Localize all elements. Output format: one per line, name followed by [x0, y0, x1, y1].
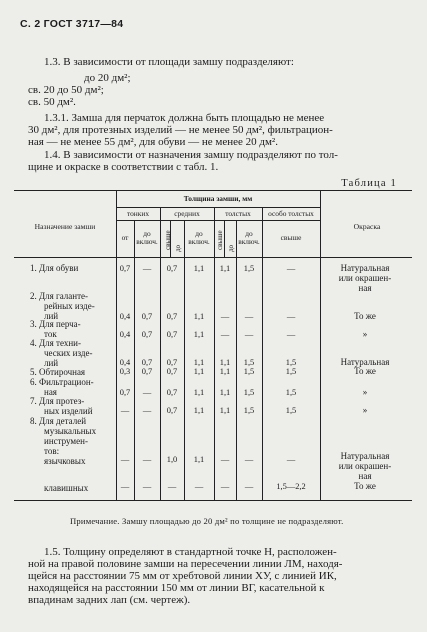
row-5-val: 1,5 [285, 367, 297, 376]
group-extra-thick: особо толстых [268, 209, 314, 218]
sub-to-3: до [227, 244, 235, 252]
section-1-5-line-4: находящейся на расстоянии 150 мм от линии ВГ, касательной к [28, 582, 325, 594]
row-1-val: — [142, 264, 152, 273]
row-2-val: — [286, 312, 296, 321]
row-4-val: 1,5 [243, 358, 255, 367]
row-2-val: 0,7 [166, 312, 178, 321]
row-7-name: 7. Для протез- [30, 396, 85, 406]
group-thin: тонких [126, 209, 150, 218]
row-9-val: — [220, 455, 230, 464]
table-group-rule [116, 207, 320, 208]
row-10-val: — [120, 482, 130, 491]
row-6-val: 1,5 [243, 388, 255, 397]
sub-from: от [121, 233, 129, 242]
table-col-rule [320, 190, 321, 500]
row-1-val: 0,7 [166, 264, 178, 273]
table-note: Примечание. Замшу площадью до 20 дм² по толщине не подразделяют. [70, 516, 344, 526]
section-1-4-line-2: щине и окраске в соответствии с табл. 1. [28, 161, 219, 173]
sub-incl-2: включ. [188, 237, 210, 246]
row-3-val: 0,7 [141, 330, 153, 339]
row-10-val: 1,5—2,2 [276, 482, 306, 491]
row-9-val: — [142, 455, 152, 464]
row-6-val: 1,1 [219, 388, 231, 397]
row-7-val: 0,7 [166, 406, 178, 415]
row-7-val: 1,1 [193, 406, 205, 415]
section-1-3-intro: 1.3. В зависимости от площади замшу подразделяют: [44, 56, 294, 68]
sub-over-2: свыше [216, 230, 224, 250]
row-9-name: язычковых [44, 456, 86, 466]
group-medium: средних [174, 209, 200, 218]
sub-over-3: свыше [280, 233, 302, 242]
row-1-val: 1,1 [193, 264, 205, 273]
row-3-val: — [286, 330, 296, 339]
row-8-name: тов: [44, 446, 60, 456]
header-thickness: Толщина замши, мм [183, 194, 253, 203]
row-9-val: 1,0 [166, 455, 178, 464]
section-1-3-1-line-2: 30 дм², для протезных изделий — не менее 50 дм², фильтрацион- [28, 124, 333, 136]
row-7-val: — [120, 406, 130, 415]
sub-incl-3: включ. [238, 237, 260, 246]
row-5-val: 1,1 [193, 367, 205, 376]
row-4-val: 1,5 [285, 358, 297, 367]
row-7-val: — [142, 406, 152, 415]
row-9-val: 1,1 [193, 455, 205, 464]
area-item-3: св. 50 дм². [28, 96, 76, 108]
row-2-name: 2. Для галанте- [30, 291, 89, 301]
row-4-val: 1,1 [193, 358, 205, 367]
row-1-finish: или окрашен- [338, 273, 392, 283]
sub-to-3b: до [245, 229, 253, 238]
row-10-finish: То же [354, 481, 376, 491]
row-6-val: 1,1 [193, 388, 205, 397]
table-caption: Таблица 1 [341, 178, 397, 189]
row-9-finish: или окрашен- [338, 461, 392, 471]
row-10-val: — [244, 482, 254, 491]
row-10-val: — [194, 482, 204, 491]
row-10-val: — [220, 482, 230, 491]
section-1-5-line-2: ной на правой половине замши на пересечении линии ЛМ, находя- [28, 558, 343, 570]
section-1-5-line-5: впадинам задних лап (см. чертеж). [28, 594, 191, 606]
row-3-name: 3. Для перчa- [30, 319, 81, 329]
area-item-2: св. 20 до 50 дм²; [28, 84, 104, 96]
row-5-val: 0,7 [166, 367, 178, 376]
row-2-finish: То же [354, 311, 376, 321]
row-2-val: 0,7 [141, 312, 153, 321]
area-item-1: до 20 дм²; [84, 72, 131, 84]
row-2-val: — [220, 312, 230, 321]
row-1-finish: Натуральная [340, 263, 390, 273]
row-10-val: — [142, 482, 152, 491]
row-6-name: 6. Фильтрацион- [30, 377, 94, 387]
row-2-val: 1,1 [193, 312, 205, 321]
row-5-name: 5. Обтирочная [30, 367, 86, 377]
row-3-name: ток [44, 329, 57, 339]
row-1-val: — [286, 264, 296, 273]
header-purpose: Назначение замши [34, 222, 96, 231]
row-3-val: — [220, 330, 230, 339]
row-10-val: — [167, 482, 177, 491]
row-4-name: ческих изде- [44, 348, 93, 358]
row-5-val: 0,3 [119, 367, 131, 376]
table-header-bottom-rule [14, 257, 412, 258]
row-4-val: 0,4 [119, 358, 131, 367]
table-subgroup-rule [116, 220, 320, 221]
row-1-name: 1. Для обуви [30, 263, 79, 273]
row-3-val: — [244, 330, 254, 339]
sub-to-1: до [143, 229, 151, 238]
row-4-val: 0,7 [166, 358, 178, 367]
row-6-name: ная [44, 387, 57, 397]
section-1-5-line-3: щейся на расстоянии 75 мм от хребтовой линии ХУ, с линией ИК, [28, 570, 337, 582]
row-8-name: 8. Для деталей [30, 416, 87, 426]
sub-incl-1: включ. [136, 237, 158, 246]
row-5-val: 1,1 [219, 367, 231, 376]
row-2-val: — [244, 312, 254, 321]
row-7-val: 1,1 [219, 406, 231, 415]
row-4-finish: Натуральная [340, 357, 390, 367]
row-1-val: 1,1 [219, 264, 231, 273]
table-top-rule [14, 190, 412, 191]
sub-over-1: свыше [164, 230, 172, 250]
row-1-val: 1,5 [243, 264, 255, 273]
row-3-val: 0,7 [166, 330, 178, 339]
row-1-val: 0,7 [119, 264, 131, 273]
row-3-val: 1,1 [193, 330, 205, 339]
group-thick: толстых [225, 209, 251, 218]
row-6-val: 1,5 [285, 388, 297, 397]
row-3-val: 0,4 [119, 330, 131, 339]
section-1-3-1-line-3: ная — не менее 55 дм², для обуви — не менее 20 дм². [28, 136, 278, 148]
row-3-finish: » [362, 329, 368, 339]
row-8-name: музыкальных [44, 426, 97, 436]
section-1-5-line-1: 1.5. Толщину определяют в стандартной точке Н, расположен- [44, 546, 337, 558]
row-7-val: 1,5 [243, 406, 255, 415]
row-8-name: инструмен- [44, 436, 88, 446]
row-4-val: 1,1 [219, 358, 231, 367]
table-bottom-rule [14, 500, 412, 501]
row-2-name: рейных изде- [44, 301, 95, 311]
row-4-val: 0,7 [141, 358, 153, 367]
section-1-3-1-line-1: 1.3.1. Замша для перчаток должна быть площадью не менее [44, 112, 325, 124]
row-7-val: 1,5 [285, 406, 297, 415]
row-5-finish: То же [354, 366, 376, 376]
row-7-name: ных изделий [44, 406, 93, 416]
row-9-val: — [244, 455, 254, 464]
row-1-finish: ная [358, 283, 372, 293]
row-9-finish: Натуральная [340, 451, 390, 461]
row-4-name: 4. Для техни- [30, 338, 81, 348]
row-7-finish: » [362, 405, 368, 415]
section-1-4-line-1: 1.4. В зависимости от назначения замшу подразделяют по тол- [44, 149, 338, 161]
row-5-val: 1,5 [243, 367, 255, 376]
row-6-val: 0,7 [166, 388, 178, 397]
sub-to-2b: до [195, 229, 203, 238]
header-finish: Окраска [353, 222, 381, 231]
row-4-name: лий [44, 358, 59, 368]
row-6-val: — [142, 388, 152, 397]
row-9-finish: ная [358, 471, 372, 481]
row-5-val: 0,7 [141, 367, 153, 376]
row-9-val: — [120, 455, 130, 464]
row-6-finish: » [362, 387, 368, 397]
row-2-val: 0,4 [119, 312, 131, 321]
sub-to-2: до [174, 244, 182, 252]
row-2-name: лий [44, 311, 59, 321]
page-header: С. 2 ГОСТ 3717—84 [20, 18, 124, 30]
row-9-val: — [286, 455, 296, 464]
row-6-val: 0,7 [119, 388, 131, 397]
table-col-rule [224, 220, 225, 257]
row-10-name: клавишных [44, 483, 89, 493]
